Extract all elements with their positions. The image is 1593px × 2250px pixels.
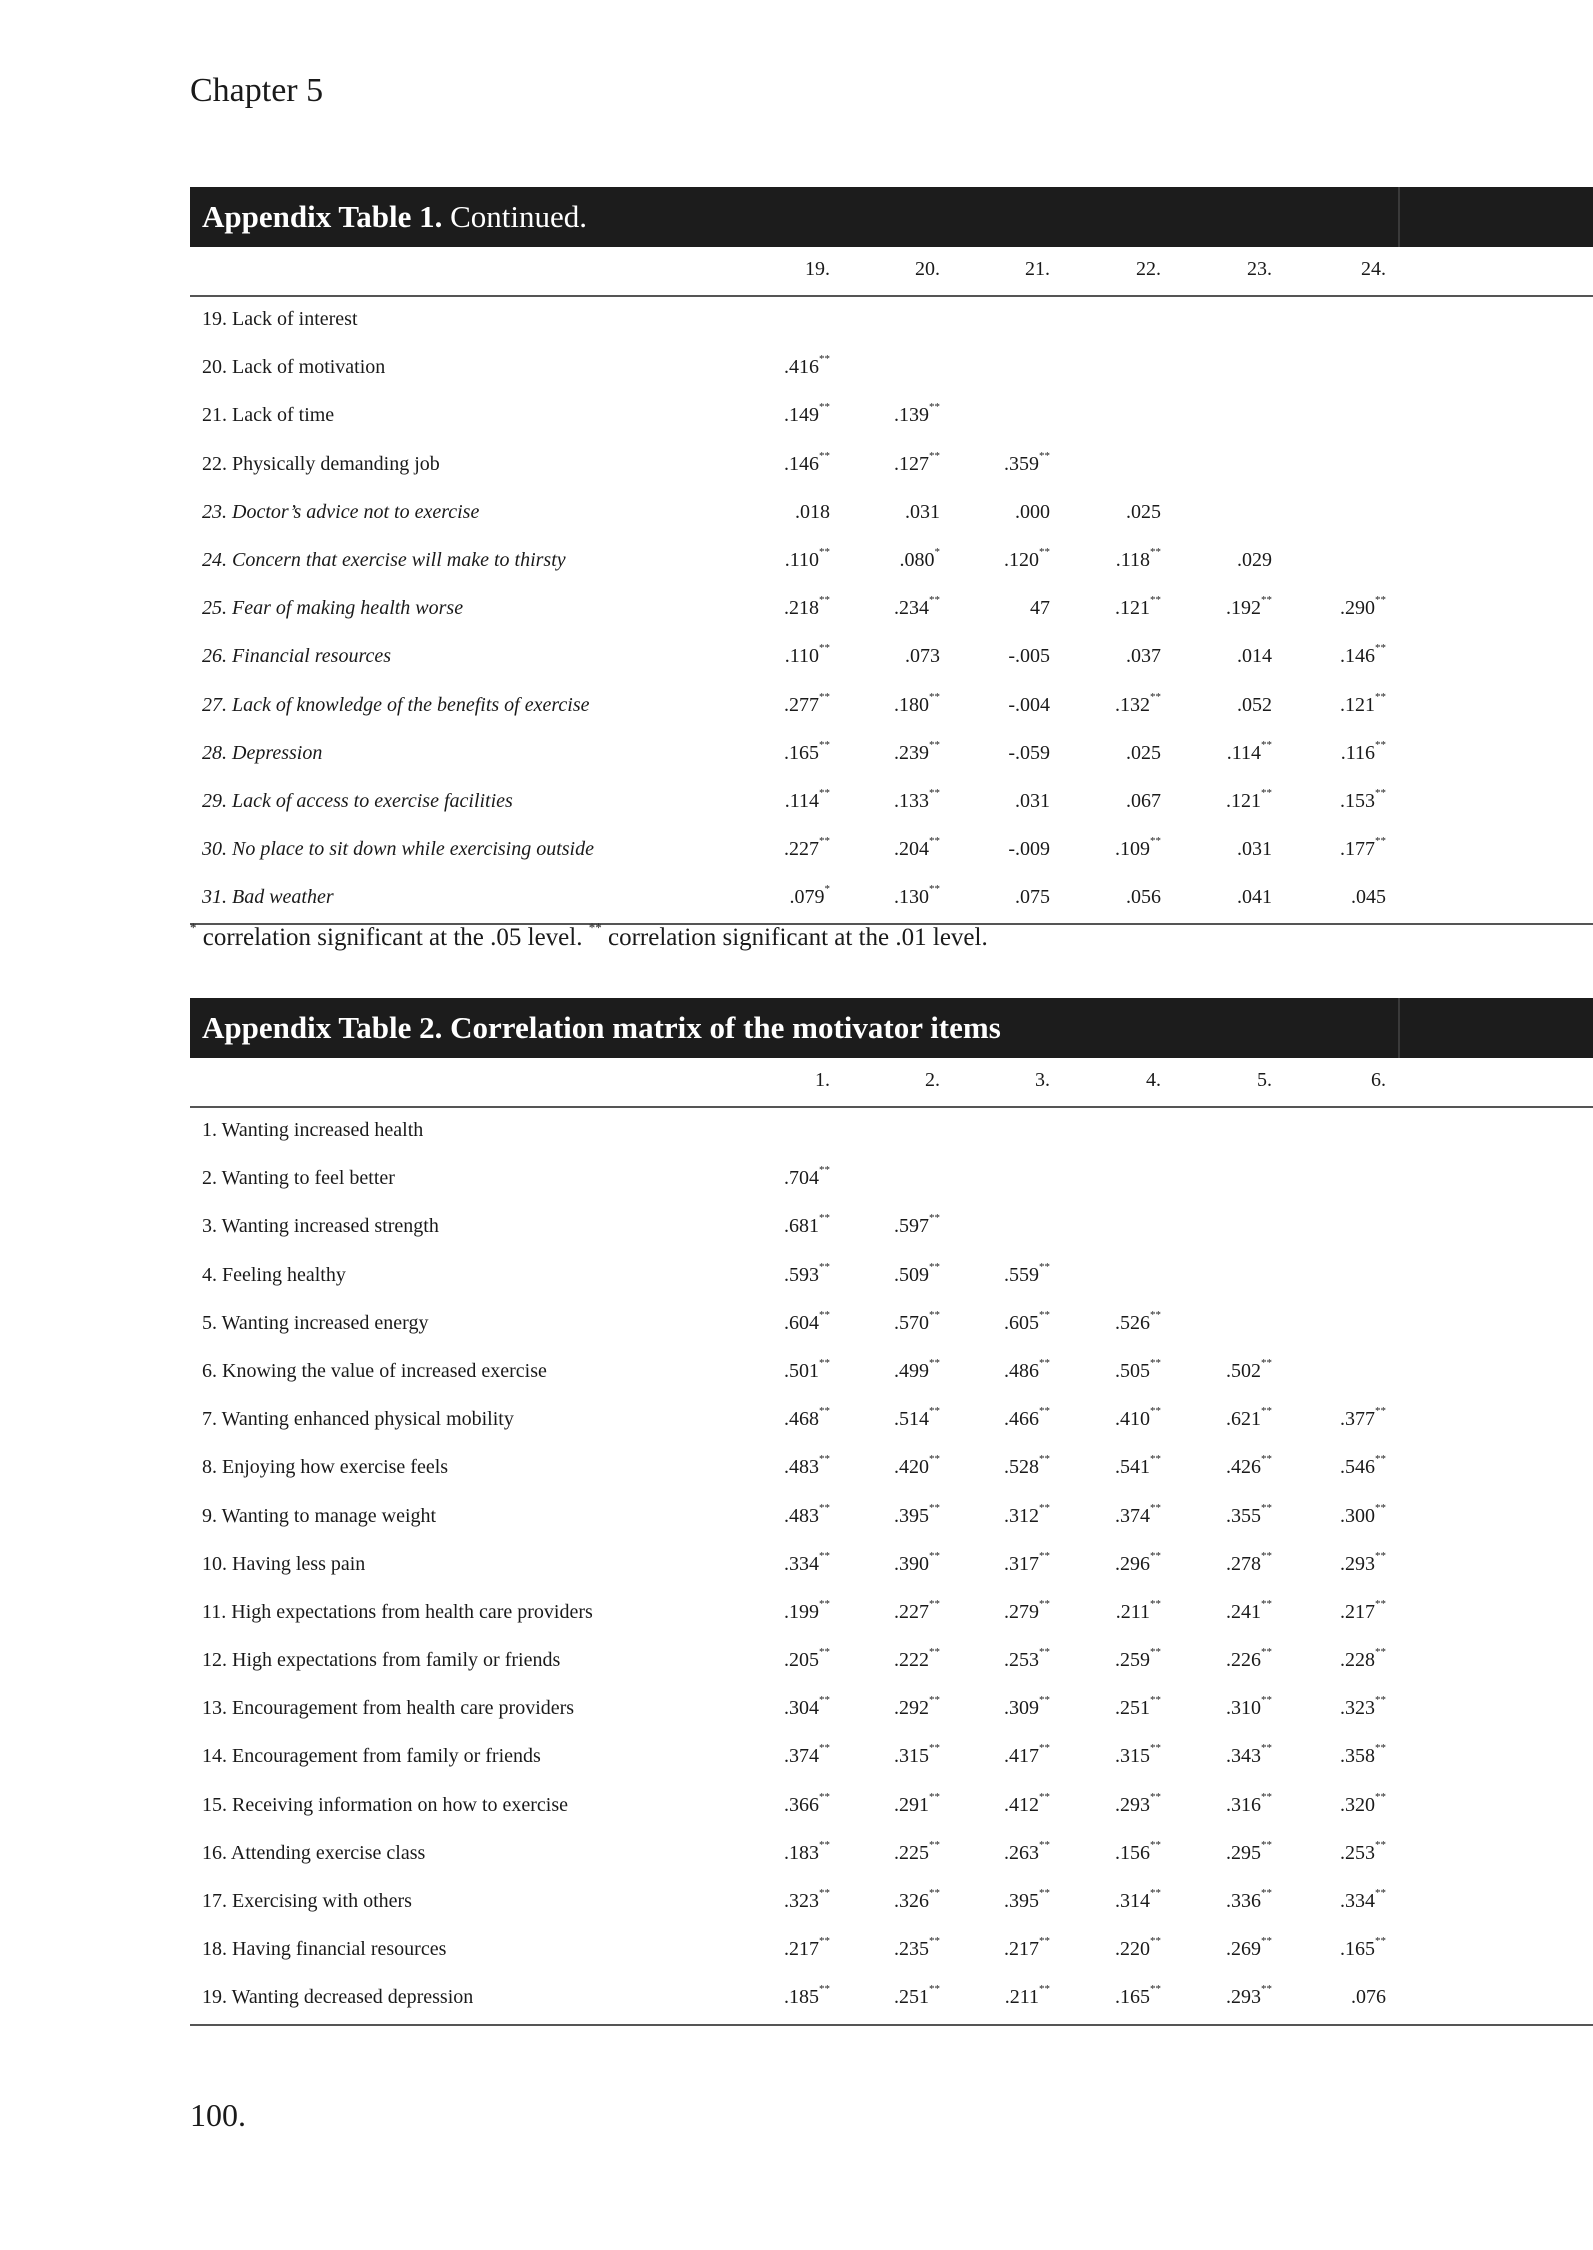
- column-header: 2.: [925, 1069, 940, 1091]
- correlation-cell: .180**: [894, 690, 940, 716]
- correlation-cell: .185**: [784, 1983, 830, 2009]
- correlation-cell: .110**: [784, 545, 830, 571]
- correlation-cell: .220**: [1115, 1935, 1161, 1961]
- row-label: 21. Lack of time: [202, 404, 335, 427]
- table-row: [190, 393, 1593, 441]
- row-label: 14. Encouragement from family or friends: [202, 1745, 541, 1768]
- correlation-cell: .293**: [1226, 1983, 1272, 2009]
- table-row: [190, 1686, 1593, 1734]
- table-row: [190, 1253, 1593, 1301]
- table-1-body: [190, 297, 1593, 923]
- correlation-cell: .031: [905, 500, 940, 523]
- correlation-cell: .312**: [1004, 1501, 1050, 1527]
- row-label: 19. Lack of interest: [202, 308, 358, 330]
- table-row: [190, 731, 1593, 779]
- column-header: 6.: [1371, 1069, 1386, 1091]
- correlation-cell: .146**: [1340, 642, 1386, 668]
- table-row: [190, 1927, 1593, 1975]
- correlation-cell: .295**: [1226, 1838, 1272, 1864]
- row-label: 27. Lack of knowledge of the benefits of exercise: [202, 693, 590, 716]
- correlation-cell: .486**: [1004, 1356, 1050, 1382]
- correlation-cell: .132**: [1115, 690, 1161, 716]
- correlation-cell: .031: [1237, 838, 1272, 861]
- correlation-cell: .293**: [1115, 1790, 1161, 1816]
- correlation-cell: .076: [1351, 1986, 1386, 2009]
- correlation-cell: .514**: [894, 1405, 940, 1431]
- correlation-cell: .018: [795, 500, 830, 523]
- correlation-cell: .468**: [784, 1405, 830, 1431]
- row-label: 6. Knowing the value of increased exercise: [202, 1359, 547, 1382]
- table-row: [190, 1831, 1593, 1879]
- correlation-cell: .395**: [1004, 1887, 1050, 1912]
- table-row: [190, 1397, 1593, 1445]
- correlation-cell: .278**: [1226, 1549, 1272, 1575]
- correlation-cell: .079*: [789, 883, 830, 909]
- correlation-cell: .217**: [1340, 1597, 1386, 1623]
- correlation-cell: .114**: [784, 786, 830, 812]
- correlation-cell: .234**: [894, 594, 940, 620]
- correlation-cell: .593**: [784, 1260, 830, 1286]
- correlation-cell: .374**: [1115, 1501, 1161, 1527]
- table-2-column-header-row: [190, 1058, 1593, 1108]
- table-1-title-bar: [190, 187, 1593, 247]
- correlation-cell: .336**: [1226, 1887, 1272, 1912]
- correlation-cell: -.004: [1008, 693, 1050, 716]
- row-label: 30. No place to sit down while exercising outside: [202, 838, 594, 861]
- row-label: 31. Bad weather: [202, 886, 334, 909]
- correlation-cell: .621**: [1226, 1405, 1272, 1431]
- correlation-cell: .541**: [1115, 1453, 1161, 1479]
- correlation-cell: .183**: [784, 1838, 830, 1864]
- correlation-cell: .323**: [784, 1887, 830, 1912]
- correlation-cell: .241**: [1226, 1597, 1272, 1623]
- significance-note: [190, 920, 988, 952]
- correlation-cell: .501**: [784, 1356, 830, 1382]
- correlation-cell: .156**: [1115, 1838, 1161, 1864]
- column-header: 22.: [1136, 258, 1161, 280]
- correlation-cell: .505**: [1115, 1356, 1161, 1382]
- correlation-cell: .110**: [784, 642, 830, 668]
- correlation-cell: .326**: [894, 1887, 940, 1912]
- correlation-cell: .239**: [894, 738, 940, 764]
- table-row: [190, 1204, 1593, 1252]
- column-header: 20.: [915, 258, 940, 280]
- correlation-cell: .259**: [1115, 1646, 1161, 1672]
- column-header: 24.: [1361, 258, 1386, 280]
- correlation-cell: .052: [1237, 693, 1272, 716]
- table-row: [190, 779, 1593, 827]
- correlation-cell: .025: [1126, 500, 1161, 523]
- table-row: [190, 1542, 1593, 1590]
- note-mark-single: *: [190, 920, 197, 935]
- table-row: [190, 442, 1593, 490]
- row-label: 29. Lack of access to exercise facilities: [202, 789, 513, 812]
- table-row: [190, 1349, 1593, 1397]
- correlation-cell: .320**: [1340, 1790, 1386, 1816]
- title-bar-divider: [1398, 998, 1400, 1058]
- correlation-cell: .279**: [1004, 1597, 1050, 1623]
- correlation-cell: .146**: [784, 449, 830, 475]
- correlation-cell: .177**: [1340, 835, 1386, 861]
- correlation-cell: .309**: [1004, 1694, 1050, 1720]
- correlation-cell: .218**: [784, 594, 830, 620]
- correlation-cell: .211**: [1115, 1597, 1161, 1623]
- correlation-cell: .509**: [894, 1260, 940, 1286]
- column-header: 1.: [815, 1069, 830, 1091]
- row-label: 3. Wanting increased strength: [202, 1215, 439, 1238]
- correlation-cell: .025: [1126, 741, 1161, 764]
- correlation-cell: .149**: [784, 401, 830, 427]
- correlation-cell: .277**: [784, 690, 830, 716]
- table-row: [190, 297, 1593, 345]
- correlation-cell: .290**: [1340, 594, 1386, 620]
- correlation-cell: .253**: [1340, 1838, 1386, 1864]
- row-label: 12. High expectations from family or friends: [202, 1649, 561, 1672]
- correlation-cell: .334**: [784, 1549, 830, 1575]
- table-1-title-bold: Appendix Table 1.: [202, 199, 443, 234]
- table-row: [190, 827, 1593, 875]
- row-label: 13. Encouragement from health care providers: [202, 1697, 575, 1720]
- correlation-cell: .139**: [894, 401, 940, 427]
- correlation-cell: .121**: [1115, 594, 1161, 620]
- correlation-cell: .597**: [894, 1212, 940, 1238]
- correlation-cell: .417**: [1004, 1742, 1050, 1768]
- row-label: 9. Wanting to manage weight: [202, 1504, 437, 1527]
- table-row: [190, 490, 1593, 538]
- correlation-cell: .269**: [1226, 1935, 1272, 1961]
- row-label: 18. Having financial resources: [202, 1938, 447, 1961]
- correlation-cell: .315**: [894, 1742, 940, 1768]
- correlation-cell: .109**: [1115, 835, 1161, 861]
- row-label: 2. Wanting to feel better: [202, 1167, 395, 1190]
- table-1-title-rest: Continued.: [442, 199, 588, 234]
- table-row: [190, 1108, 1593, 1156]
- appendix-table-1: [190, 187, 1593, 925]
- correlation-cell: .704**: [784, 1164, 830, 1190]
- correlation-cell: .366**: [784, 1790, 830, 1816]
- correlation-cell: .226**: [1226, 1646, 1272, 1672]
- row-label: 7. Wanting enhanced physical mobility: [202, 1408, 514, 1431]
- row-label: 25. Fear of making health worse: [202, 597, 464, 620]
- correlation-cell: .559**: [1004, 1260, 1050, 1286]
- correlation-cell: .130**: [894, 883, 940, 909]
- correlation-cell: .343**: [1226, 1742, 1272, 1768]
- correlation-cell: .121**: [1226, 786, 1272, 812]
- correlation-cell: .499**: [894, 1356, 940, 1382]
- table-row: [190, 1783, 1593, 1831]
- correlation-cell: .205**: [784, 1646, 830, 1672]
- correlation-cell: .165**: [784, 738, 830, 764]
- column-header: 19.: [805, 258, 830, 280]
- correlation-cell: .410**: [1115, 1405, 1161, 1431]
- table-row: [190, 1494, 1593, 1542]
- correlation-cell: .300**: [1340, 1501, 1386, 1527]
- correlation-cell: .222**: [894, 1646, 940, 1672]
- correlation-cell: .483**: [784, 1501, 830, 1527]
- column-header: 5.: [1257, 1069, 1272, 1091]
- correlation-cell: .316**: [1226, 1790, 1272, 1816]
- correlation-cell: .604**: [784, 1308, 830, 1334]
- table-row: [190, 634, 1593, 682]
- correlation-cell: .133**: [894, 786, 940, 812]
- correlation-cell: .127**: [894, 449, 940, 475]
- correlation-cell: .228**: [1340, 1646, 1386, 1672]
- correlation-cell: .037: [1126, 645, 1161, 668]
- correlation-cell: .029: [1237, 548, 1272, 571]
- correlation-cell: .420**: [894, 1453, 940, 1479]
- row-label: 20. Lack of motivation: [202, 356, 386, 379]
- correlation-cell: .395**: [894, 1501, 940, 1527]
- column-header: 3.: [1035, 1069, 1050, 1091]
- correlation-cell: .114**: [1226, 738, 1272, 764]
- correlation-cell: .118**: [1115, 545, 1161, 571]
- row-label: 10. Having less pain: [202, 1552, 366, 1575]
- row-label: 4. Feeling healthy: [202, 1263, 346, 1286]
- correlation-cell: .355**: [1226, 1501, 1272, 1527]
- correlation-cell: .412**: [1004, 1790, 1050, 1816]
- correlation-cell: .204**: [894, 835, 940, 861]
- table-row: [190, 1301, 1593, 1349]
- correlation-cell: .304**: [784, 1694, 830, 1720]
- correlation-cell: .116**: [1340, 738, 1386, 764]
- table-2-bottom-rule: [190, 2024, 1593, 2026]
- correlation-cell: .080*: [899, 545, 940, 571]
- correlation-cell: .235**: [894, 1935, 940, 1961]
- row-label: 1. Wanting increased health: [202, 1119, 424, 1141]
- note-mark-double: **: [588, 920, 602, 935]
- table-row: [190, 586, 1593, 634]
- correlation-cell: .315**: [1115, 1742, 1161, 1768]
- row-label: 15. Receiving information on how to exercise: [202, 1793, 569, 1816]
- correlation-cell: .165**: [1115, 1983, 1161, 2009]
- row-label: 19. Wanting decreased depression: [202, 1986, 474, 2009]
- correlation-cell: .358**: [1340, 1742, 1386, 1768]
- correlation-cell: -.059: [1008, 741, 1050, 764]
- correlation-cell: .546**: [1340, 1453, 1386, 1479]
- chapter-heading: Chapter 5: [190, 72, 324, 109]
- correlation-cell: .416**: [784, 353, 830, 379]
- correlation-cell: .292**: [894, 1694, 940, 1720]
- row-label: 16. Attending exercise class: [202, 1841, 426, 1864]
- correlation-cell: -.005: [1008, 645, 1050, 668]
- correlation-cell: .041: [1237, 886, 1272, 909]
- appendix-table-2: [190, 998, 1593, 2026]
- correlation-cell: .199**: [784, 1597, 830, 1623]
- correlation-cell: .153**: [1340, 786, 1386, 812]
- column-header: 21.: [1025, 258, 1050, 280]
- correlation-cell: .681**: [784, 1212, 830, 1238]
- row-label: 22. Physically demanding job: [202, 452, 440, 475]
- table-row: [190, 1590, 1593, 1638]
- correlation-cell: .165**: [1340, 1935, 1386, 1961]
- correlation-cell: .323**: [1340, 1694, 1386, 1720]
- correlation-cell: .314**: [1115, 1887, 1161, 1912]
- row-label: 24. Concern that exercise will make to thirsty: [202, 548, 566, 571]
- table-1-column-header-row: [190, 247, 1593, 297]
- correlation-cell: .263**: [1004, 1838, 1050, 1864]
- correlation-cell: .217**: [784, 1935, 830, 1961]
- row-label: 8. Enjoying how exercise feels: [202, 1456, 449, 1479]
- correlation-cell: .211**: [1004, 1983, 1050, 2009]
- correlation-cell: .334**: [1340, 1887, 1386, 1912]
- correlation-cell: .377**: [1340, 1405, 1386, 1431]
- page-number: 100.: [190, 2097, 246, 2133]
- note-text-05: correlation significant at the .05 level.: [196, 924, 589, 951]
- table-row: [190, 345, 1593, 393]
- correlation-cell: .291**: [894, 1790, 940, 1816]
- correlation-cell: .374**: [784, 1742, 830, 1768]
- correlation-cell: .296**: [1115, 1549, 1161, 1575]
- table-row: [190, 875, 1593, 923]
- note-text-01: correlation significant at the .01 level.: [601, 924, 988, 951]
- table-row: [190, 1975, 1593, 2023]
- correlation-cell: .466**: [1004, 1405, 1050, 1431]
- correlation-cell: .067: [1126, 789, 1161, 812]
- table-row: [190, 1879, 1593, 1927]
- table-row: [190, 538, 1593, 586]
- correlation-cell: .293**: [1340, 1549, 1386, 1575]
- row-label: 23. Doctor’s advice not to exercise: [202, 500, 480, 523]
- correlation-cell: .225**: [894, 1838, 940, 1864]
- table-row: [190, 1734, 1593, 1782]
- table-row: [190, 1445, 1593, 1493]
- correlation-cell: .251**: [894, 1983, 940, 2009]
- correlation-cell: .253**: [1004, 1646, 1050, 1672]
- correlation-cell: .605**: [1004, 1308, 1050, 1334]
- row-label: 5. Wanting increased energy: [202, 1311, 429, 1334]
- correlation-cell: .310**: [1226, 1694, 1272, 1720]
- correlation-cell: .031: [1015, 789, 1050, 812]
- table-row: [190, 1638, 1593, 1686]
- correlation-cell: .526**: [1115, 1308, 1161, 1334]
- correlation-cell: .000: [1015, 500, 1050, 523]
- table-2-title-bold: Appendix Table 2. Correlation matrix of the motivator items: [202, 1010, 1001, 1045]
- correlation-cell: .359**: [1004, 449, 1050, 475]
- correlation-cell: .570**: [894, 1308, 940, 1334]
- correlation-cell: .483**: [784, 1453, 830, 1479]
- correlation-cell: .075: [1015, 886, 1050, 909]
- correlation-cell: .426**: [1226, 1453, 1272, 1479]
- row-label: 11. High expectations from health care providers: [202, 1600, 593, 1623]
- table-row: [190, 683, 1593, 731]
- correlation-cell: .121**: [1340, 690, 1386, 716]
- row-label: 17. Exercising with others: [202, 1890, 412, 1912]
- correlation-cell: .056: [1126, 886, 1161, 909]
- column-header: 23.: [1247, 258, 1272, 280]
- correlation-cell: .227**: [894, 1597, 940, 1623]
- correlation-cell: .227**: [784, 835, 830, 861]
- correlation-cell: .120**: [1004, 545, 1050, 571]
- correlation-cell: .390**: [894, 1549, 940, 1575]
- table-2-title-bar: [190, 998, 1593, 1058]
- table-row: [190, 1156, 1593, 1204]
- correlation-cell: .045: [1351, 886, 1386, 909]
- table-2-body: [190, 1108, 1593, 2024]
- correlation-cell: .217**: [1004, 1935, 1050, 1961]
- correlation-cell: .528**: [1004, 1453, 1050, 1479]
- correlation-cell: .251**: [1115, 1694, 1161, 1720]
- correlation-cell: .192**: [1226, 594, 1272, 620]
- correlation-cell: .014: [1237, 645, 1272, 668]
- correlation-cell: .502**: [1226, 1356, 1272, 1382]
- correlation-cell: -.009: [1008, 838, 1050, 861]
- title-bar-divider: [1398, 187, 1400, 247]
- row-label: 26. Financial resources: [202, 645, 392, 668]
- correlation-cell: .317**: [1004, 1549, 1050, 1575]
- correlation-cell: 47: [1030, 597, 1050, 620]
- row-label: 28. Depression: [202, 741, 323, 764]
- column-header: 4.: [1146, 1069, 1161, 1091]
- correlation-cell: .073: [905, 645, 940, 668]
